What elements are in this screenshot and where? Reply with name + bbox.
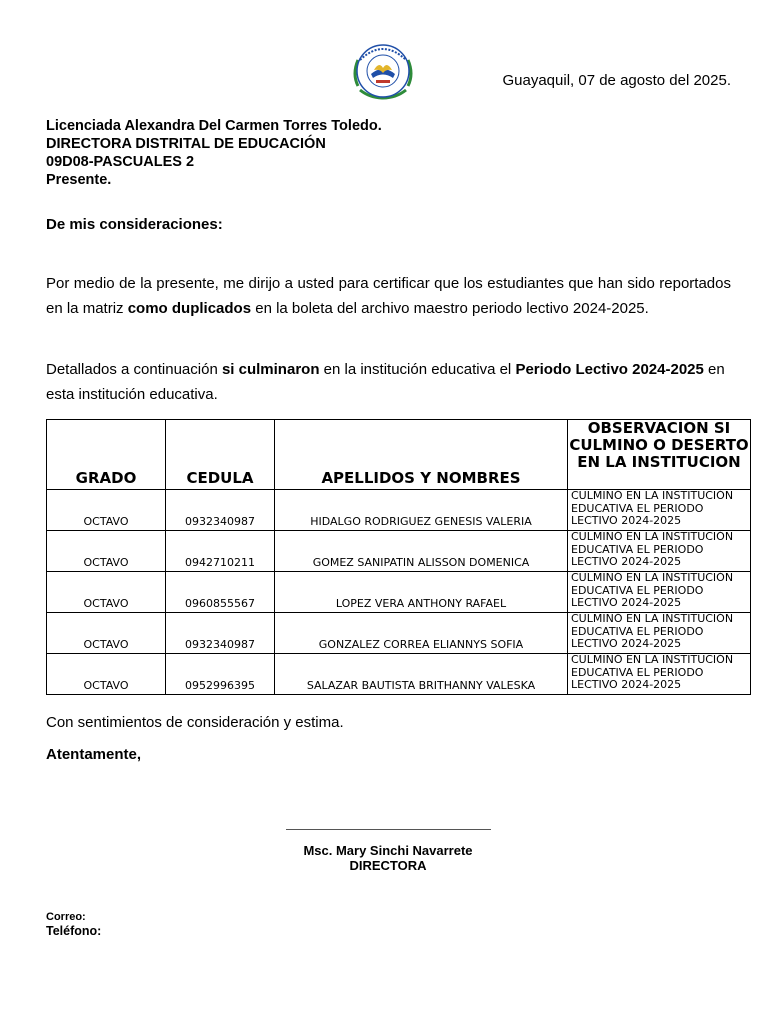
cell-nombres: GONZALEZ CORREA ELIANNYS SOFIA (275, 613, 568, 654)
cell-grado: OCTAVO (47, 572, 166, 613)
recipient-presente: Presente. (46, 172, 112, 188)
header-grado: GRADO (47, 420, 166, 490)
cell-observacion: CULMINÓ EN LA INSTITUCIÓN EDUCATIVA EL PERIODO LECTIVO 2024-2025 (568, 654, 751, 695)
cell-nombres: HIDALGO RODRIGUEZ GENESIS VALERIA (275, 490, 568, 531)
header-cedula: CEDULA (166, 420, 275, 490)
recipient-role: DIRECTORA DISTRITAL DE EDUCACIÓN (46, 136, 326, 152)
paragraph-2-text-a: Detallados a continuación (46, 361, 222, 378)
closing-line: Con sentimientos de consideración y estima. (46, 714, 344, 731)
recipient-name: Licenciada Alexandra Del Carmen Torres Toledo. (46, 118, 382, 134)
cell-observacion: CULMINÓ EN LA INSTITUCIÓN EDUCATIVA EL PERIODO LECTIVO 2024-2025 (568, 490, 751, 531)
cell-grado: OCTAVO (47, 613, 166, 654)
signature-block (238, 843, 538, 873)
recipient-district: 09D08-PASCUALES 2 (46, 154, 195, 170)
cell-nombres: LOPEZ VERA ANTHONY RAFAEL (275, 572, 568, 613)
table-row (47, 613, 751, 654)
school-seal-icon (346, 40, 420, 104)
cell-grado: OCTAVO (47, 654, 166, 695)
paragraph-2-bold-b: Periodo Lectivo 2024-2025 (515, 361, 704, 378)
signature-name: Msc. Mary Sinchi Navarrete (303, 843, 473, 858)
table-row (47, 572, 751, 613)
header-nombres: APELLIDOS Y NOMBRES (275, 420, 568, 490)
cell-cedula: 0932340987 (166, 490, 275, 531)
cell-observacion: CULMINÓ EN LA INSTITUCIÓN EDUCATIVA EL PERIODO LECTIVO 2024-2025 (568, 531, 751, 572)
greeting: De mis consideraciones: (46, 216, 223, 233)
paragraph-1-text-a: Por medio de la presente, me dirijo a usted para certificar que los estudiantes que han sido reportados en la matriz (46, 275, 731, 317)
contact-block (46, 911, 101, 938)
table-row (47, 531, 751, 572)
email-label: Correo: (46, 911, 86, 923)
letter-date: Guayaquil, 07 de agosto del 2025. (502, 72, 731, 89)
cell-cedula: 0960855567 (166, 572, 275, 613)
header-observacion: OBSERVACION SI CULMINO O DESERTO EN LA INSTITUCION (568, 420, 751, 490)
table-row (47, 654, 751, 695)
cell-observacion: CULMINÓ EN LA INSTITUCIÓN EDUCATIVA EL PERIODO LECTIVO 2024-2025 (568, 572, 751, 613)
signature-title: DIRECTORA (349, 858, 427, 873)
table-row (47, 490, 751, 531)
table-header-row (47, 420, 751, 490)
paragraph-1-text-b: en la boleta del archivo maestro periodo lectivo 2024-2025. (251, 300, 649, 317)
paragraph-1 (46, 271, 731, 321)
paragraph-2-bold-a: si culminaron (221, 361, 320, 378)
regards-line: Atentamente, (46, 746, 142, 763)
cell-cedula: 0952996395 (166, 654, 275, 695)
paragraph-2-text-b: en la institución educativa el (319, 361, 516, 378)
cell-cedula: 0932340987 (166, 613, 275, 654)
recipient-block (46, 117, 382, 189)
phone-label: Teléfono: (46, 924, 102, 938)
cell-grado: OCTAVO (47, 490, 166, 531)
cell-nombres: SALAZAR BAUTISTA BRITHANNY VALESKA (275, 654, 568, 695)
signature-line (286, 829, 491, 830)
paragraph-2-text-c: en esta institución educativa. (46, 361, 725, 403)
students-table (46, 419, 751, 695)
cell-grado: OCTAVO (47, 531, 166, 572)
paragraph-1-bold: como duplicados (127, 300, 252, 317)
cell-nombres: GOMEZ SANIPATIN ALISSON DOMENICA (275, 531, 568, 572)
cell-observacion: CULMINÓ EN LA INSTITUCIÓN EDUCATIVA EL PERIODO LECTIVO 2024-2025 (568, 613, 751, 654)
cell-cedula: 0942710211 (166, 531, 275, 572)
paragraph-2 (46, 357, 731, 407)
